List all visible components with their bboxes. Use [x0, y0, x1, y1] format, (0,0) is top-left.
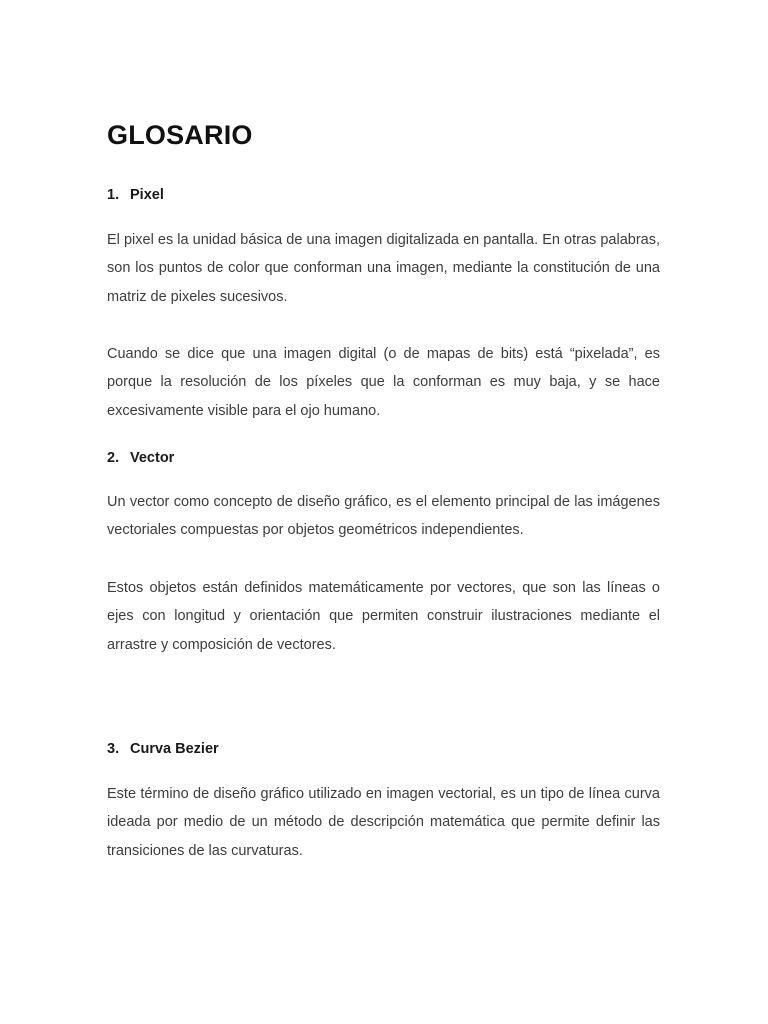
paragraph-pixel-pixelated: Cuando se dice que una imagen digital (o de mapas de bits) está “pixelada”, es porque la resolución de los píxeles que la conforman es muy baja, y se hace excesivamente visible para el ojo humano. [107, 346, 660, 419]
paragraph-bezier-definition: Este término de diseño gráfico utilizado en imagen vectorial, es un tipo de línea curva ideada por medio de un método de descripción matemática que permite definir las transiciones de las curvaturas. [107, 786, 660, 859]
section-heading-pixel [107, 187, 164, 203]
paragraph-pixel-definition: El pixel es la unidad básica de una imagen digitalizada en pantalla. En otras palabras, son los puntos de color que conforman una imagen, mediante la constitución de una matriz de pixeles sucesivos. [107, 232, 660, 305]
section-number: 2. [107, 450, 120, 466]
section-heading-vector [107, 450, 174, 466]
paragraph-vector-definition: Un vector como concepto de diseño gráfico, es el elemento principal de las imágenes vectoriales compuestas por objetos geométricos independientes. [107, 494, 660, 539]
paragraph-vector-objects: Estos objetos están definidos matemáticamente por vectores, que son las líneas o ejes con longitud y orientación que permiten construir ilustraciones mediante el arrastre y composición de vectores. [107, 580, 660, 653]
page-title: GLOSARIO [107, 120, 253, 150]
section-title: Curva Bezier [130, 741, 219, 757]
section-number: 1. [107, 187, 120, 203]
section-heading-curva-bezier [107, 741, 219, 757]
section-title: Pixel [130, 187, 164, 203]
section-title: Vector [130, 450, 175, 466]
section-number: 3. [107, 741, 120, 757]
